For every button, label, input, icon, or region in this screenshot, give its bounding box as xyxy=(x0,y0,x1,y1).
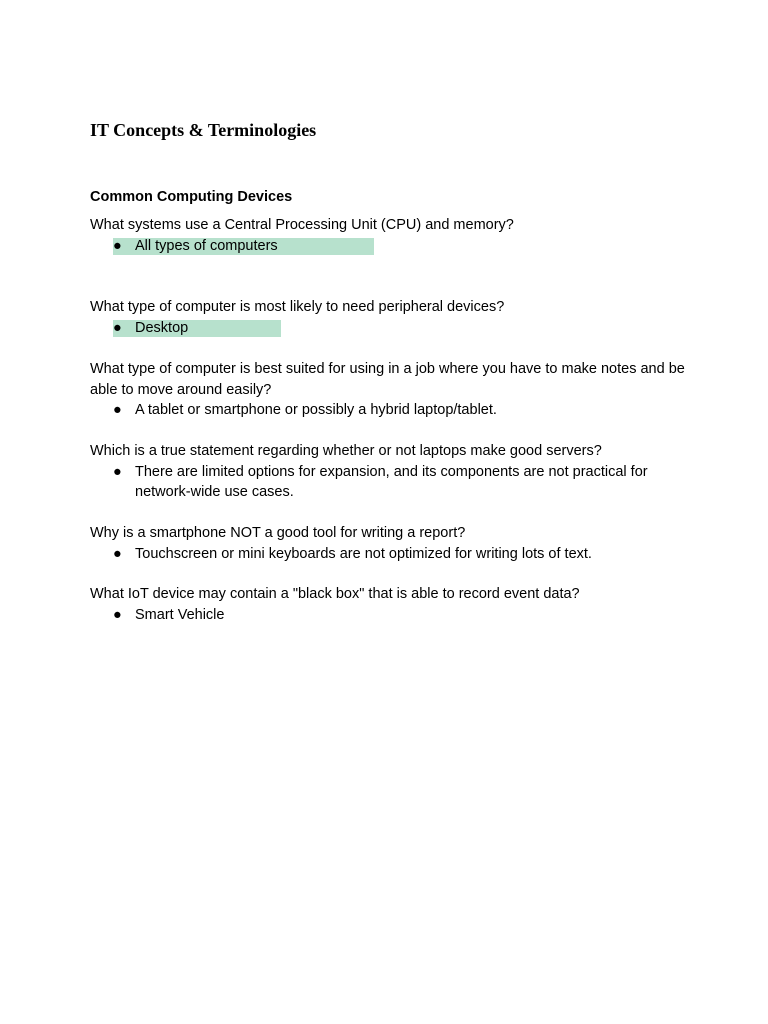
question-text: Which is a true statement regarding whether or not laptops make good servers? xyxy=(90,443,602,459)
answer-list xyxy=(90,318,690,339)
answer-item xyxy=(90,318,690,339)
question-text: Why is a smartphone NOT a good tool for writing a report? xyxy=(90,525,466,541)
answer-text: Smart Vehicle xyxy=(135,606,225,623)
answer-list xyxy=(90,544,690,565)
question-text: What type of computer is best suited for using in a job where you have to make notes and be able to move around easily? xyxy=(90,361,685,398)
answer-item xyxy=(90,462,690,503)
bullet-icon: ● xyxy=(113,545,122,562)
answer-text: There are limited options for expansion, and its components are not practical for network-wide use cases. xyxy=(135,463,648,500)
section-heading: Common Computing Devices xyxy=(90,189,293,205)
bullet-icon: ● xyxy=(113,319,122,336)
answer-list xyxy=(90,462,690,503)
answer-item xyxy=(90,236,690,257)
answer-item xyxy=(90,400,690,421)
bullet-icon: ● xyxy=(113,402,122,418)
question-text: What systems use a Central Processing Unit (CPU) and memory? xyxy=(90,217,514,233)
qa-item xyxy=(90,359,690,421)
answer-text: A tablet or smartphone or possibly a hybrid laptop/tablet. xyxy=(135,402,497,418)
qa-item xyxy=(90,441,690,503)
bullet-icon: ● xyxy=(113,237,122,254)
bullet-icon: ● xyxy=(113,463,122,480)
document-title: IT Concepts & Terminologies xyxy=(90,120,317,140)
answer-list xyxy=(90,236,690,257)
answer-text: Touchscreen or mini keyboards are not optimized for writing lots of text. xyxy=(135,545,592,562)
answer-text: All types of computers xyxy=(135,237,278,254)
answer-list xyxy=(90,605,690,626)
answer-text: Desktop xyxy=(135,319,189,336)
answer-item xyxy=(90,544,690,565)
qa-item xyxy=(90,523,690,564)
qa-item xyxy=(90,584,690,625)
bullet-icon: ● xyxy=(113,606,122,623)
qa-item xyxy=(90,215,690,256)
answer-item xyxy=(90,605,690,626)
question-text: What IoT device may contain a "black box" that is able to record event data? xyxy=(90,586,580,602)
qa-item xyxy=(90,297,690,338)
answer-list xyxy=(90,400,690,421)
question-text: What type of computer is most likely to need peripheral devices? xyxy=(90,299,505,315)
